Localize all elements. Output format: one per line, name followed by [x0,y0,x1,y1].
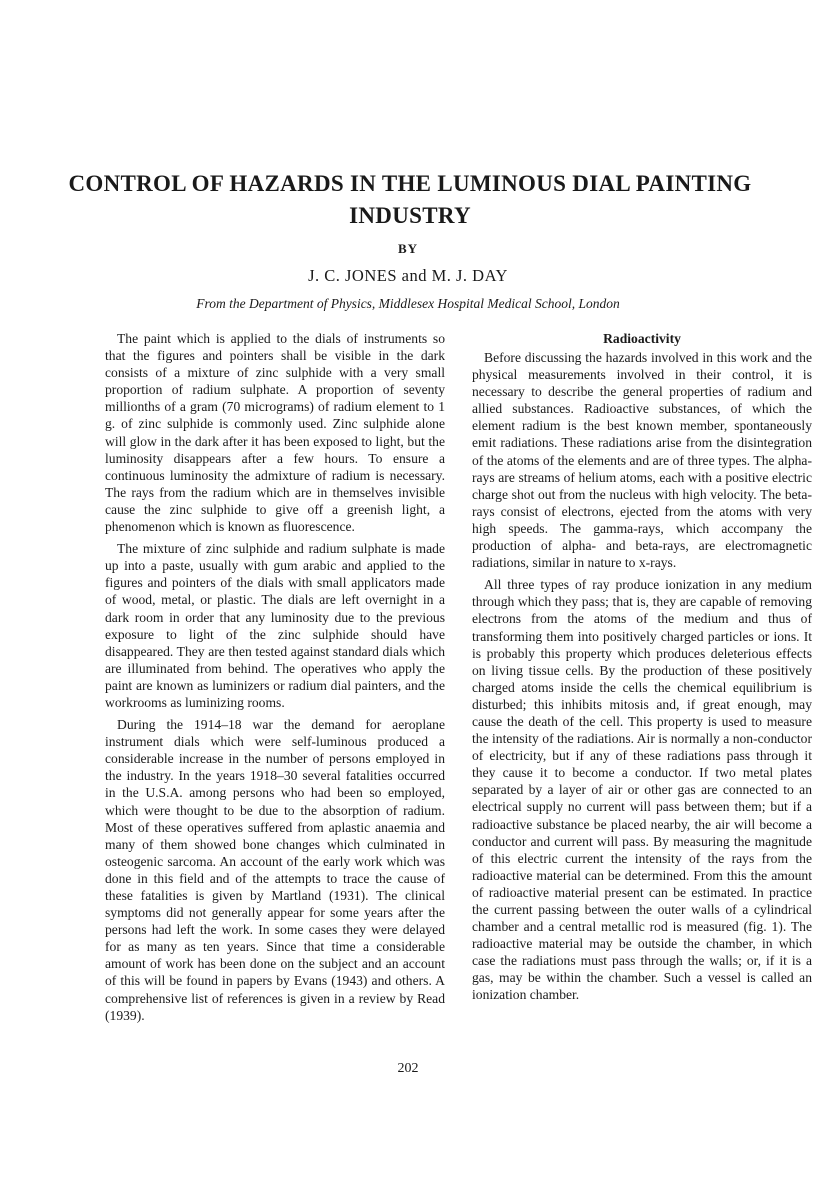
paragraph: The paint which is applied to the dials of instruments so that the figures and pointers shall be visible in the dark consists of a mixture of zinc sulphide with a very small proportion of radium sulphate. A proportion of seventy millionths of a gram (70 micrograms) of radium element to 1 g. of zinc sulphide is commonly used. Zinc sulphide alone will glow in the dark after it has been exposed to light, but the luminosity disappears after a few hours. To ensure a continuous luminosity the admixture of radium is necessary. The rays from the radium which are in themselves invisible cause the zinc sulphide to give off a greenish light, a phenomenon which is known as fluorescence. [105,331,445,535]
article-title: CONTROL OF HAZARDS IN THE LUMINOUS DIAL PAINTING INDUSTRY [68,171,752,228]
paragraph: The mixture of zinc sulphide and radium sulphate is made up into a paste, usually with gum arabic and applied to the figures and pointers of the dials with small applicators made of wood, metal, or plastic. The dials are left overnight in a dark room in order that any luminosity due to the previous exposure to light of the zinc sulphide should have disappeared. They are then tested against standard dials which are illuminated from behind. The operatives who apply the paint are known as luminizers or radium dial painters, and the workrooms as luminizing rooms. [105,541,445,710]
section-heading: Radioactivity [603,331,681,346]
page-number: 202 [397,1061,419,1076]
paragraph: During the 1914–18 war the demand for aeroplane instrument dials which were self-luminous produced a considerable increase in the number of persons employed in the industry. In the years 1918–30 several fatalities occurred in the U.S.A. among persons who had been so employed, which were thought to be due to the absorption of radium. Most of these operatives suffered from aplastic anaemia and many of them showed bone changes which culminated in osteogenic sarcoma. An account of the early work which was done in this field and of the attempts to trace the cause of these fatalities is given by Martland (1931). The clinical symptoms did not generally appear for some years after the persons had left the work. In some cases they were delayed for as many as ten years. Since that time a considerable amount of work has been done on the subject and an account of this will be found in papers by Evans (1943) and others. A comprehensive list of references is given in a review by Read (1939). [105,717,445,1023]
paragraph: Before discussing the hazards involved in this work and the physical measurements involved in their control, it is necessary to describe the general properties of radium and allied substances. Radioactive substances, of which the element radium is the best known member, spontaneously emit radiations. These radiations arise from the disintegration of the atoms of the elements and are of three types. The alpha-rays are streams of helium atoms, each with a positive electric charge shot out from the nucleus with high velocity. The beta-rays consist of electrons, ejected from the atoms with very high speeds. The gamma-rays, which accompany the production of alpha- and beta-rays, are electromagnetic radiations, similar in nature to x-rays. [472,350,812,571]
affiliation: From the Department of Physics, Middlesex Hospital Medical School, London [196,296,620,311]
paragraph: All three types of ray produce ionization in any medium through which they pass; that is, they are capable of removing electrons from the atoms of the medium and thus of transforming them into positively charged particles or ions. It is probably this property which produces deleterious effects on living tissue cells. By the production of these positively charged atoms inside the cells the chemical equilibrium is disturbed; this inhibits mitosis and, if great enough, may cause the death of the cell. This property is used to measure the intensity of the radiations. Air is normally a non-conductor of electricity, but if any of these radiations pass through it they cause it to become a conductor. If two metal plates separated by a layer of air or other gas are connected to an electrical supply no current will pass between them; but if a radioactive substance be placed nearby, the air will become a conductor and current will pass. By measuring the magnitude of this electric current the intensity of the rays from the radioactive material can be determined. From this the amount of radioactive material present can be estimated. In practice the current passing between the outer walls of a cylindrical chamber and a central metallic rod is measured (fig. 1). The radioactive material may be outside the chamber, in which case the radiations must pass through the walls; or, if it is a gas, may be within the chamber. Such a vessel is called an ionization chamber. [472,577,812,1003]
left-column [105,330,445,1029]
authors: J. C. JONES and M. J. DAY [308,266,508,285]
byline: BY [397,241,419,256]
right-column [472,330,812,1009]
